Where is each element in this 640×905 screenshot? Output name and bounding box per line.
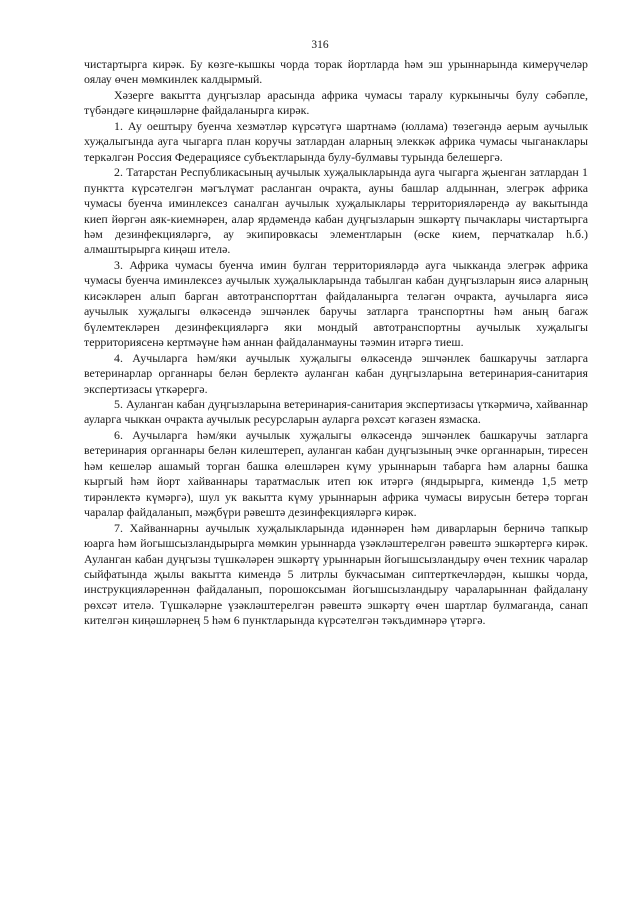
document-body <box>84 57 588 629</box>
paragraph-item-5: 5. Ауланган кабан дуңгызларына ветеринария-санитария экспертизасы үткәрмичә, хайваннар ауларга чыккан очракта аучылык ресурсларын ауларга рөхсәт кәгазен язмаска. <box>84 396 588 427</box>
paragraph-item-3: 3. Африка чумасы буенча имин булган территорияләрдә ауга чыкканда элегрәк африка чумасы буенча иминлексез аучылык хуҗалыкларында табылган кабан дуңгызларын яисә аларның кисәкләрен алып барган автотранспорттан файдаланырга теләгән очракта, аучыларга яисә аучылык хуҗалыгы өлкәсендә эшчәнлек баручы затларга транспортны һәм аның багаж бүлемтекләрен дезинфекцияләргә яки мондый автотранспортны аучылык хуҗалыгы территориясенә кертмәүне һәм аннан файдаланмауны тәэмин итәргә тиеш. <box>84 257 588 350</box>
paragraph-item-6: 6. Аучыларга һәм/яки аучылык хуҗалыгы өлкәсендә эшчәнлек башкаручы затларга ветеринария органнары белән килештереп, ауланган кабан дуңгызының эчке органнарын, тиресен һәм кешеләр ашамый торган башка өлешләрен күму урыннарын табарга һәм аларны башка кыргый һәм йорт хайваннары таратмаслык итеп юк итәргә (яндырырга, кимендә 1,5 метр тирәнлектә күмәргә), шул ук вакытта күму урыннарын африка чумасы вирусын бетерә торган чаралар файдаланып, мәҗбүри рәвештә дезинфекцияләргә кирәк. <box>84 427 588 520</box>
paragraph-intro: Хәзерге вакытта дуңгызлар арасында африка чумасы таралу куркынычы булу сәбәпле, түбәндәге киңәшләрне файдаланырга кирәк. <box>84 87 588 118</box>
paragraph-item-7: 7. Хайваннарны аучылык хуҗалыкларында идәннәрен һәм диварларын берничә тапкыр юарга һәм йогышсызландырырга мөмкин урыннарда үзәкләштерелгән рәвештә эшкәртергә кирәк. Ауланган кабан дуңгызы түшкәләрен эшкәртү урыннарын йогышсызландыру өчен техник чаралар сыйфатында җылы вакытта кимендә 5 литрлы букчасыман сиптерткечләрдән, кышкы чорда, инструкцияләреннән файдаланып, порошоксыман йогышсызландыру чараларыннан файдалану рөхсәт ителә. Түшкәләрне үзәкләштерелгән рәвештә эшкәртү өчен шартлар булмаганда, санап кителгән киңәшләрнең 5 һәм 6 пунктларында күрсәтелгән тәкъдимнәрә үтәргә. <box>84 520 588 628</box>
page-number: 316 <box>311 39 329 51</box>
paragraph-item-4: 4. Аучыларга һәм/яки аучылык хуҗалыгы өлкәсендә эшчәнлек башкаручы затларга ветеринарлар органнары белән берлектә ауланган кабан дуңгызларына ветеринария-санитария экспертизасы үткәрергә. <box>84 350 588 396</box>
paragraph-item-2: 2. Татарстан Республикасының аучылык хуҗалыкларында ауга чыгарга җыенган затлардан 1 пунктта күрсәтелгән мәгълүмат расланган очракта, ауны башлар алдыннан, элегрәк африка чумасы буенча иминлексез саналган аучылык хуҗалыклары территорияләрендә ау вакытында киеп йөргән аяк-киемнәрен, алар ярдәмендә кабан дуңгызларын эшкәртү пычаклары чистартырга һәм дезинфекцияләргә, ау экипировкасы элементларын (өске кием, перчаткалар һ.б.) алмаштырырга киңәш ителә. <box>84 165 588 257</box>
paragraph-item-1: 1. Ау оештыру буенча хезмәтләр күрсәтүгә шартнамә (юллама) төзегәндә аерым аучылык хуҗалыгында ауга чыгарга план коручы затлардан аларның элеккәк африка чумасы чыганаклары теркәлгән Россия Федерациясе субъектларында булу-булмавы турында белешергә. <box>84 118 588 164</box>
paragraph-continuation: чистартырга кирәк. Бу көзге-кышкы чорда торак йортларда һәм эш урыннарында кимерүчеләр оялау өчен мөмкинлек калдырмый. <box>84 57 588 87</box>
